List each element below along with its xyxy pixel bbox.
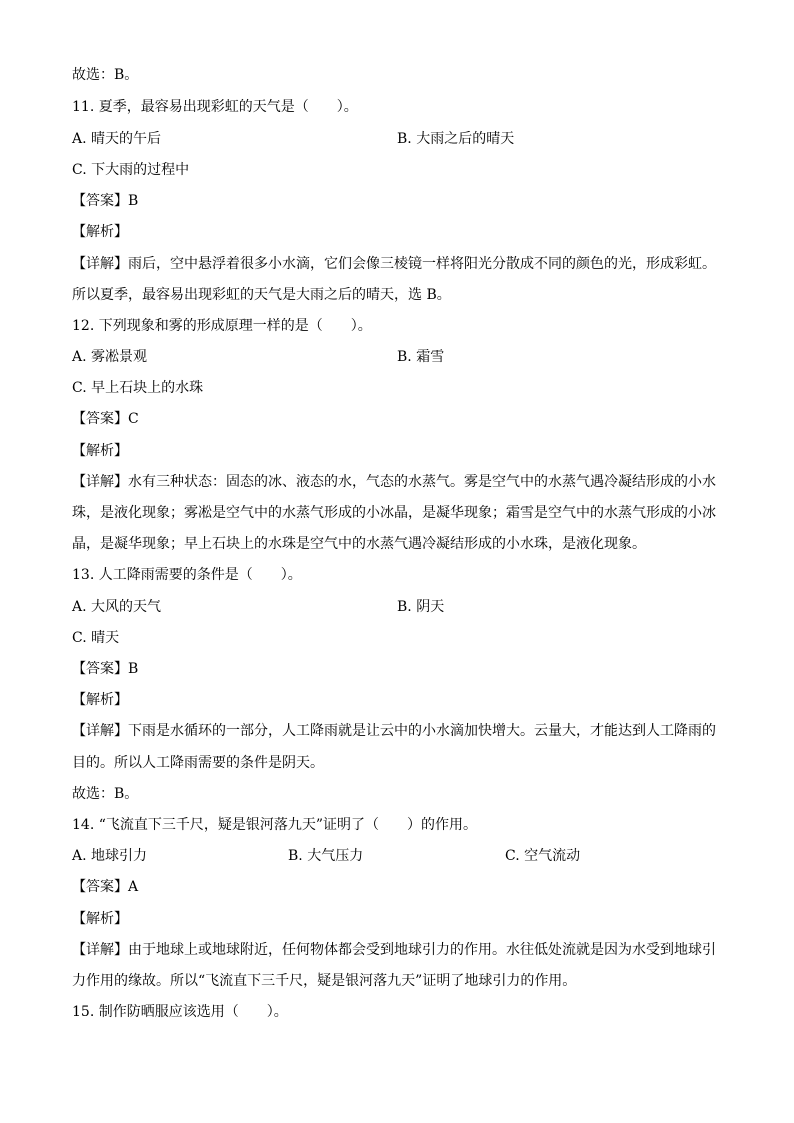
text-line: 故选：B。 (72, 786, 139, 802)
option-14-a: A. 地球引力 (72, 848, 148, 864)
option-14-b: B. 大气压力 (288, 848, 364, 864)
question-14: 14. “飞流直下三千尺，疑是银河落九天”证明了（ ）的作用。 (72, 817, 478, 833)
option-12-c: C. 早上石块上的水珠 (72, 380, 204, 396)
detail-text: 目的。所以人工降雨需要的条件是阴天。 (72, 755, 324, 771)
question-11: 11. 夏季，最容易出现彩虹的天气是（ ）。 (72, 99, 358, 115)
analysis-label: 【解析】 (72, 443, 128, 459)
answer-label: 【答案】B (72, 661, 139, 677)
option-11-c: C. 下大雨的过程中 (72, 162, 190, 178)
option-14-c: C. 空气流动 (505, 848, 581, 864)
text-line: 故选：B。 (72, 67, 139, 83)
detail-text: 力作用的缘故。所以“飞流直下三千尺，疑是银河落九天”证明了地球引力的作用。 (72, 973, 577, 989)
answer-label: 【答案】C (72, 411, 139, 427)
option-13-a: A. 大风的天气 (72, 599, 162, 615)
option-11-b: B. 大雨之后的晴天 (397, 131, 515, 147)
option-13-c: C. 晴天 (72, 630, 120, 646)
analysis-label: 【解析】 (72, 692, 128, 708)
answer-label: 【答案】A (72, 879, 139, 895)
option-11-a: A. 晴天的午后 (72, 131, 162, 147)
question-15: 15. 制作防晒服应该选用（ ）。 (72, 1004, 288, 1020)
option-12-b: B. 霜雪 (397, 349, 445, 365)
detail-text: 珠，是液化现象；雾凇是空气中的水蒸气形成的小冰晶，是凝华现象；霜雪是空气中的水蒸气形成的小冰 (72, 505, 716, 521)
detail-text: 【详解】由于地球上或地球附近，任何物体都会受到地球引力的作用。水往低处流就是因为水受到地球引 (72, 942, 716, 958)
detail-text: 【详解】雨后，空中悬浮着很多小水滴，它们会像三棱镜一样将阳光分散成不同的颜色的光，形成彩虹。 (72, 256, 716, 272)
detail-text: 【详解】下雨是水循环的一部分，人工降雨就是让云中的小水滴加快增大。云量大，才能达到人工降雨的 (72, 723, 716, 739)
detail-text: 【详解】水有三种状态：固态的冰、液态的水，气态的水蒸气。雾是空气中的水蒸气遇冷凝结形成的小水 (72, 474, 716, 490)
question-12: 12. 下列现象和雾的形成原理一样的是（ ）。 (72, 318, 372, 334)
question-13: 13. 人工降雨需要的条件是（ ）。 (72, 567, 302, 583)
detail-text: 晶，是凝华现象；早上石块上的水珠是空气中的水蒸气遇冷凝结形成的小水珠，是液化现象。 (72, 536, 646, 552)
analysis-label: 【解析】 (72, 224, 128, 240)
option-13-b: B. 阴天 (397, 599, 445, 615)
analysis-label: 【解析】 (72, 911, 128, 927)
option-12-a: A. 雾凇景观 (72, 349, 148, 365)
detail-text: 所以夏季，最容易出现彩虹的天气是大雨之后的晴天，选 B。 (72, 287, 451, 303)
answer-label: 【答案】B (72, 193, 139, 209)
